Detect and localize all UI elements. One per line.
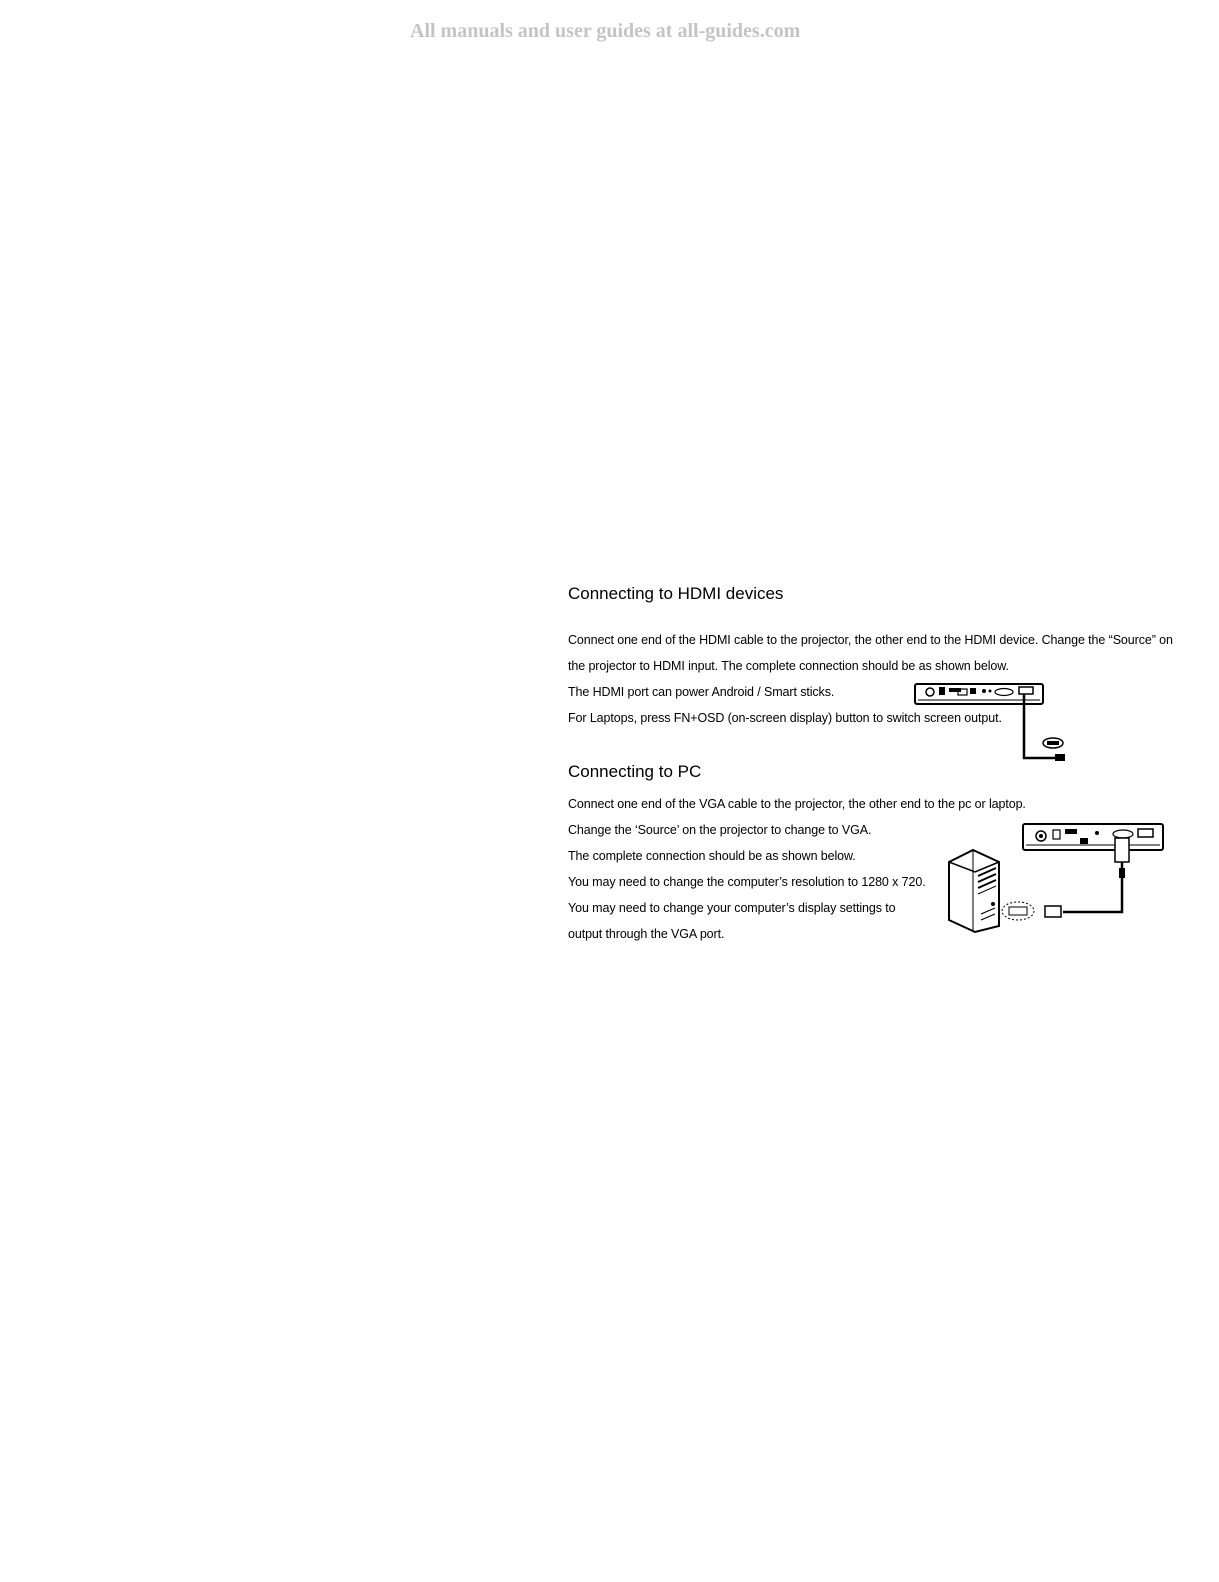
projector-rear-icon xyxy=(1023,824,1163,850)
vga-connection-illustration xyxy=(945,822,1170,934)
pc-line-2: Change the ‘Source’ on the projector to change to VGA. xyxy=(568,823,872,837)
hdmi-section-heading: Connecting to HDMI devices xyxy=(568,584,784,603)
pc-section-heading: Connecting to PC xyxy=(568,762,702,781)
hdmi-line-3: The HDMI port can power Android / Smart sticks. xyxy=(568,685,835,699)
hdmi-connection-illustration xyxy=(912,682,1072,766)
vga-port-highlight xyxy=(1002,902,1034,920)
pc-line-1: Connect one end of the VGA cable to the projector, the other end to the pc or laptop. xyxy=(568,797,1026,811)
hdmi-line-4: For Laptops, press FN+OSD (on-screen display) button to switch screen output. xyxy=(568,711,1002,725)
desktop-computer-icon xyxy=(949,850,999,932)
watermark-text: All manuals and user guides at all-guides.com xyxy=(410,20,801,42)
pc-line-5: You may need to change your computer’s display settings to xyxy=(568,901,896,915)
hdmi-line-1: Connect one end of the HDMI cable to the projector, the other end to the HDMI device. Change the “Source” on xyxy=(568,633,1173,647)
pc-line-3: The complete connection should be as shown below. xyxy=(568,849,856,863)
hdmi-line-2: the projector to HDMI input. The complete connection should be as shown below. xyxy=(568,659,1009,673)
vga-plug-icon xyxy=(1045,906,1061,917)
pc-line-4: You may need to change the computer’s resolution to 1280 x 720. xyxy=(568,875,926,889)
pc-line-6: output through the VGA port. xyxy=(568,927,725,941)
